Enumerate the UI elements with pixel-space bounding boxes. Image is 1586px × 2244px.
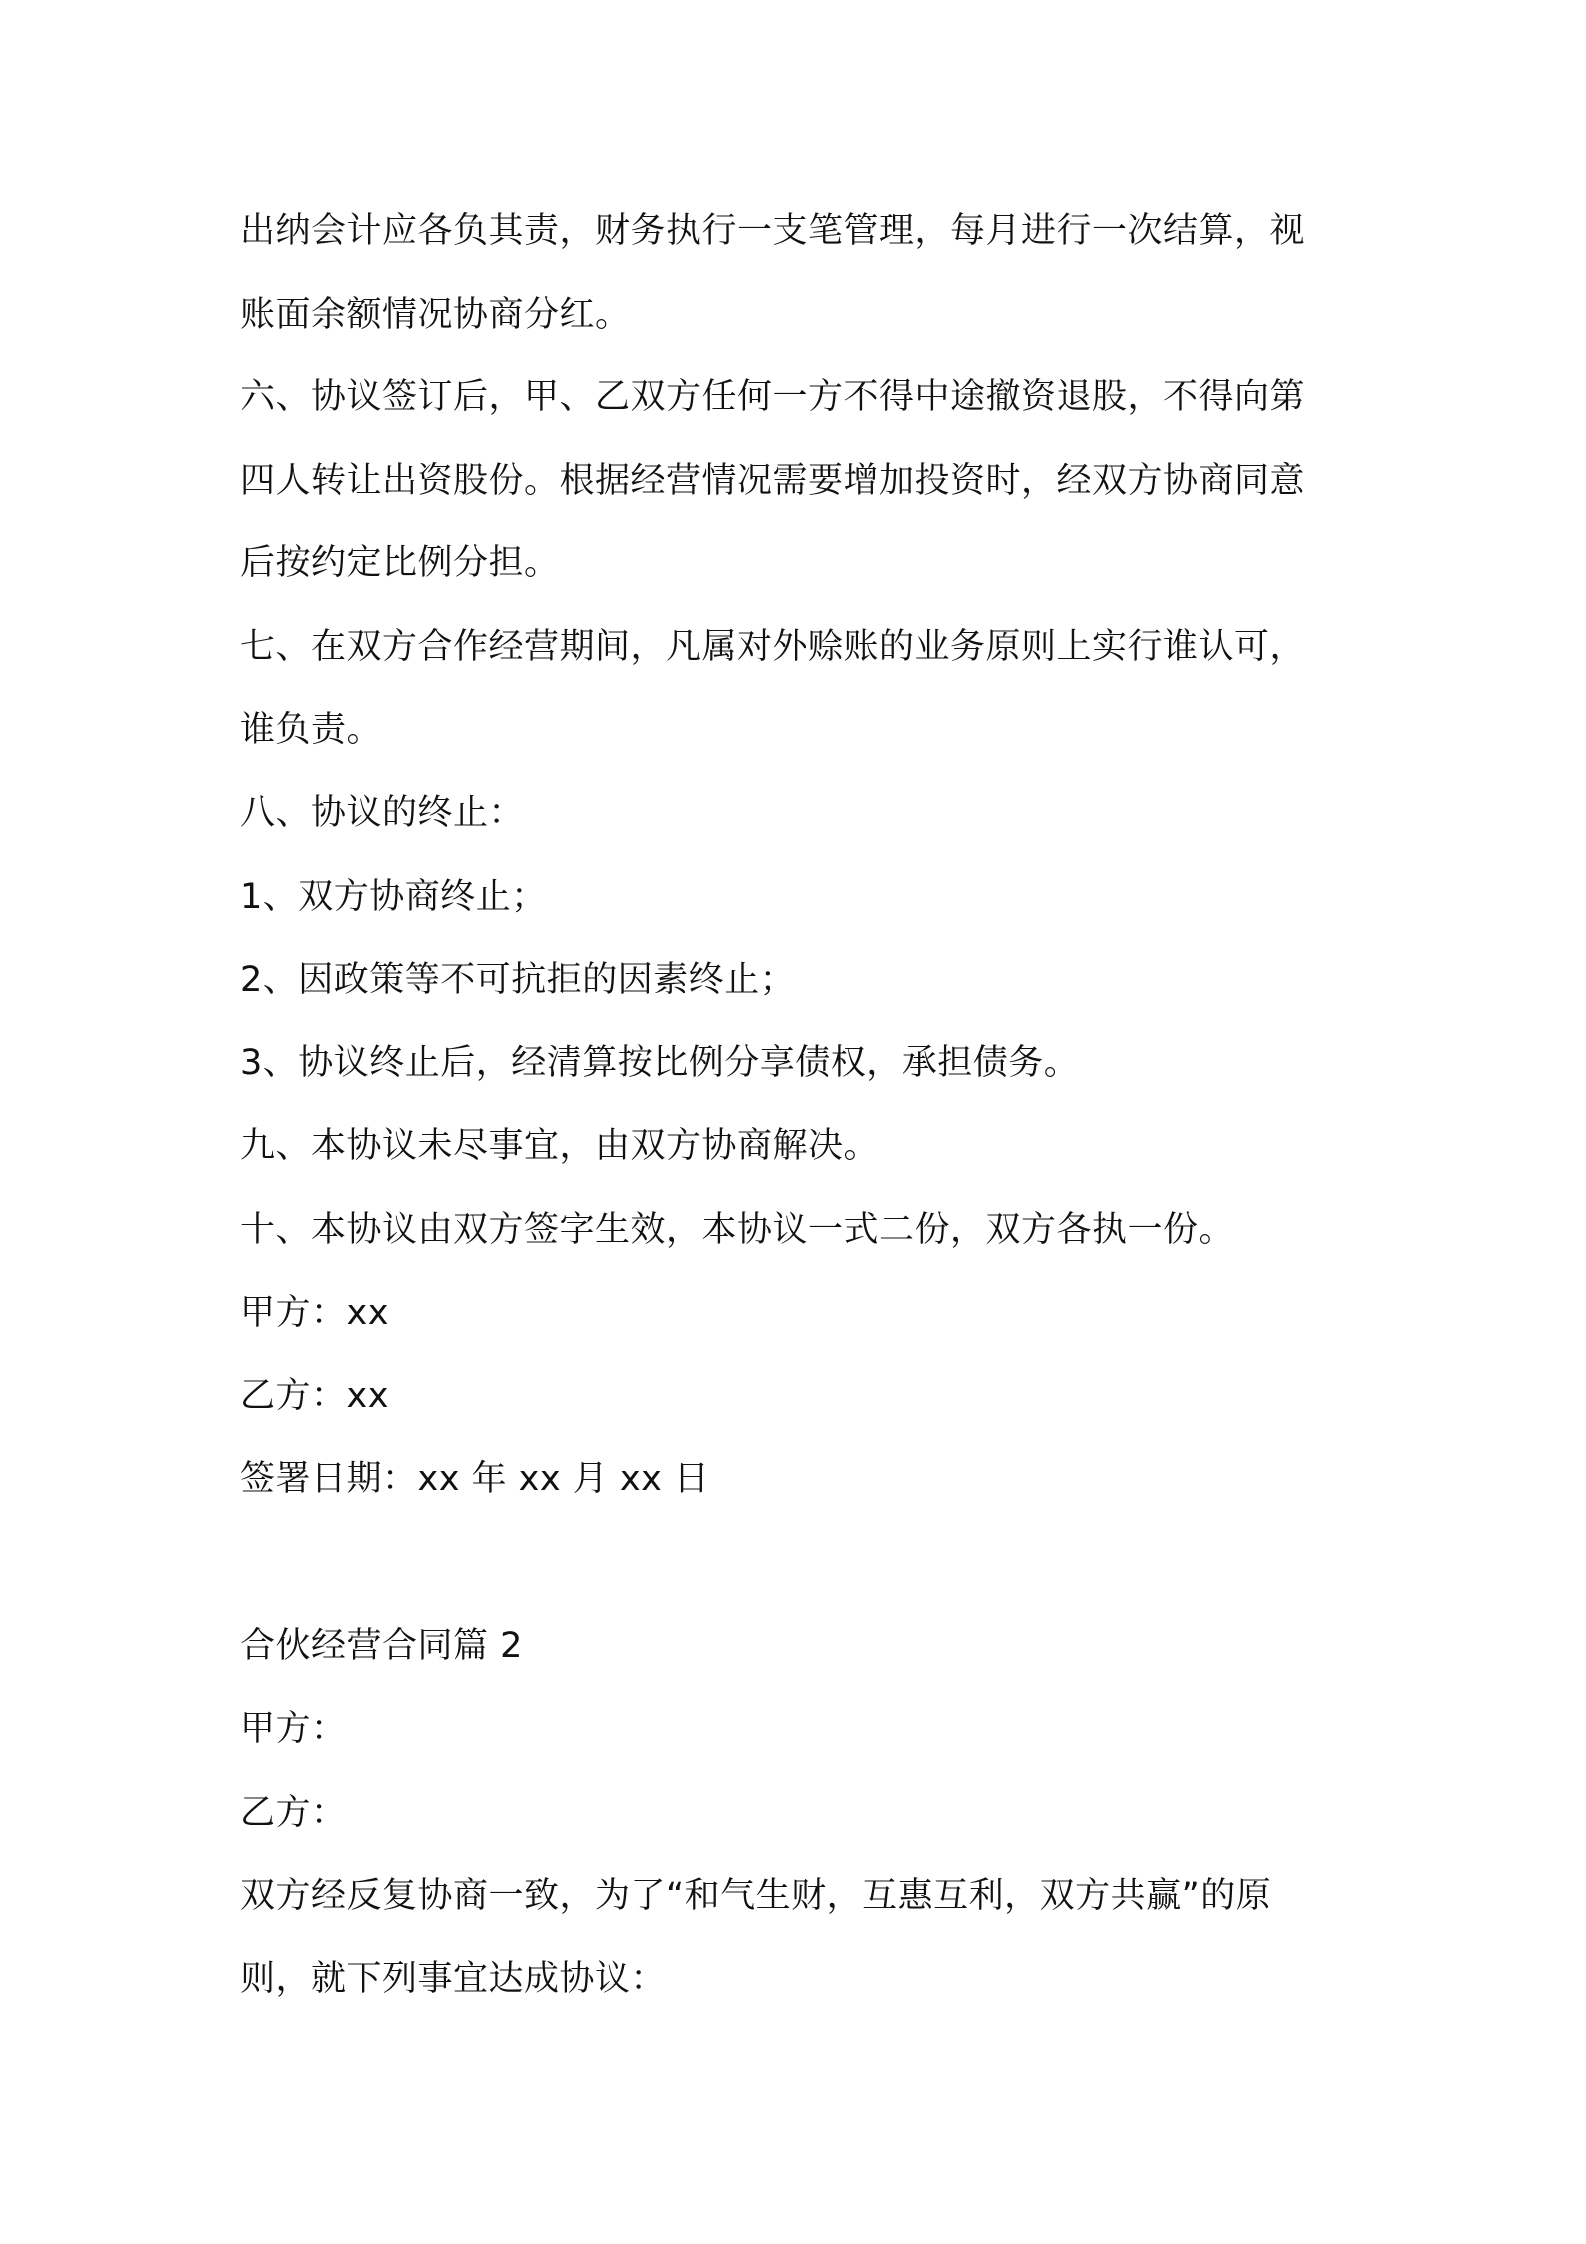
party-a-label: 甲方：	[240, 1709, 347, 1749]
clause-eight-item: 2、因政策等不可抗拒的因素终止；	[240, 960, 796, 1000]
paragraph-line: 出纳会计应各负其责，财务执行一支笔管理，每月进行一次结算，视	[240, 211, 1306, 251]
party-b-label: 乙方：	[240, 1793, 347, 1833]
clause-eight-heading: 八、协议的终止：	[240, 793, 525, 833]
section-heading: 合伙经营合同篇 2	[240, 1626, 523, 1666]
clause-seven-line: 七、在双方合作经营期间，凡属对外赊账的业务原则上实行谁认可，	[240, 627, 1306, 667]
party-b-signature: 乙方：xx	[240, 1376, 389, 1416]
clause-six-line: 六、协议签订后，甲、乙双方任何一方不得中途撤资退股，不得向第	[240, 377, 1306, 417]
clause-eight-item: 1、双方协商终止；	[240, 877, 547, 917]
clause-six-line: 后按约定比例分担。	[240, 543, 560, 583]
clause-ten: 十、本协议由双方签字生效，本协议一式二份，双方各执一份。	[240, 1210, 1235, 1250]
intro-line: 双方经反复协商一致，为了“和气生财，互惠互利，双方共赢”的原	[240, 1876, 1272, 1916]
intro-line: 则，就下列事宜达成协议：	[240, 1959, 667, 1999]
clause-seven-line: 谁负责。	[240, 710, 383, 750]
clause-nine: 九、本协议未尽事宜，由双方协商解决。	[240, 1126, 880, 1166]
clause-eight-item: 3、协议终止后，经清算按比例分享债权，承担债务。	[240, 1043, 1080, 1083]
signing-date: 签署日期：xx 年 xx 月 xx 日	[240, 1459, 710, 1499]
paragraph-line: 账面余额情况协商分红。	[240, 295, 631, 335]
clause-six-line: 四人转让出资股份。根据经营情况需要增加投资时，经双方协商同意	[240, 461, 1306, 501]
party-a-signature: 甲方：xx	[240, 1293, 389, 1333]
